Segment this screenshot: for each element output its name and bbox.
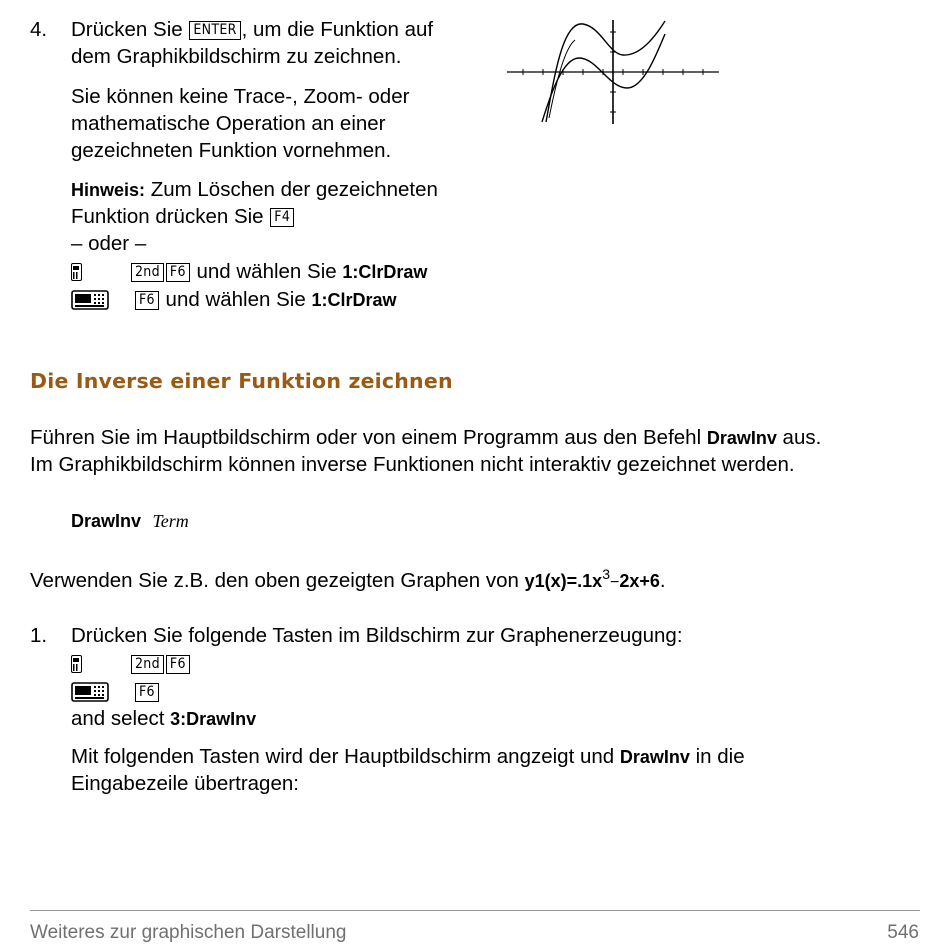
syntax-command: DrawInv	[71, 511, 142, 531]
ti89-keys	[130, 650, 191, 677]
2nd-key: 2nd	[131, 655, 164, 674]
text: Führen Sie im Hauptbildschirm oder von einem Programm aus den Befehl	[30, 426, 707, 449]
hinweis-line2	[71, 203, 295, 230]
f6-key: F6	[135, 683, 159, 702]
intro-line2: Im Graphikbildschirm können inverse Funktionen nicht interaktiv gezeichnet werden.	[30, 453, 795, 476]
f6-key: F6	[135, 291, 159, 310]
text: und wählen Sie	[190, 260, 343, 283]
step1-para-line1	[71, 743, 745, 771]
text: Verwenden Sie z.B. den oben gezeigten Graphen von	[30, 569, 525, 592]
enter-key: ENTER	[189, 21, 240, 40]
text: , um die Funktion auf	[241, 18, 434, 41]
f6-key: F6	[166, 655, 190, 674]
hinweis-line1	[71, 176, 438, 204]
example-line	[30, 567, 666, 596]
syntax-argument: Term	[152, 511, 189, 531]
text: Mit folgenden Tasten wird der Hauptbildschirm angzeigt und	[71, 745, 620, 768]
footer-divider	[30, 910, 920, 911]
step-number: 4.	[30, 18, 48, 41]
voyage-calculator-icon	[71, 682, 109, 702]
text: und wählen Sie	[159, 288, 312, 311]
syntax-line	[71, 507, 189, 535]
text: Funktion drücken Sie	[71, 205, 270, 228]
expression: y1(x)=.1x	[524, 571, 603, 591]
voyage-calculator-icon	[71, 290, 109, 310]
para-line: mathematische Operation an einer	[71, 112, 386, 135]
select-line	[71, 705, 256, 733]
text: and select	[71, 707, 171, 730]
voyage-keys	[134, 286, 396, 314]
calculator-icon	[71, 263, 82, 281]
ti89-row	[71, 258, 82, 285]
section-heading: Die Inverse einer Funktion zeichnen	[30, 369, 453, 393]
voyage-row	[71, 286, 109, 313]
2nd-key: 2nd	[131, 263, 164, 282]
curve-lower	[542, 34, 665, 122]
text: Zum Löschen der gezeichneten	[145, 178, 438, 201]
step4-line2: dem Graphikbildschirm zu zeichnen.	[71, 45, 402, 68]
curve-trace	[549, 40, 575, 118]
f4-key: F4	[270, 208, 294, 227]
hinweis-label: Hinweis:	[71, 180, 146, 200]
oder-line: – oder –	[71, 232, 147, 255]
step4-line1	[71, 16, 433, 43]
text: Drücken Sie	[71, 18, 189, 41]
ti89-keys	[130, 258, 427, 286]
voyage-row	[71, 678, 109, 705]
text: .	[659, 569, 666, 592]
intro-line1	[30, 424, 821, 452]
para-line: gezeichneten Funktion vornehmen.	[71, 139, 392, 162]
para-line: Sie können keine Trace-, Zoom- oder	[71, 85, 410, 108]
command: 1:ClrDraw	[342, 262, 428, 282]
step-number: 1.	[30, 624, 48, 647]
calculator-icon	[71, 655, 82, 673]
exponent: 3	[602, 566, 610, 582]
expression: 2x+6	[619, 571, 660, 591]
text: aus.	[776, 426, 822, 449]
command: 1:ClrDraw	[311, 290, 397, 310]
command: 3:DrawInv	[170, 709, 257, 729]
page-number: 546	[887, 922, 919, 943]
function-graph	[505, 18, 721, 126]
step1-line1: Drücken Sie folgende Tasten im Bildschirm zur Graphenerzeugung:	[71, 624, 683, 647]
step1-para-line2: Eingabezeile übertragen:	[71, 772, 299, 795]
f6-key: F6	[166, 263, 190, 282]
ti89-row	[71, 650, 82, 677]
text: in die	[689, 745, 745, 768]
minus: −	[610, 574, 620, 591]
voyage-keys	[134, 678, 160, 705]
command: DrawInv	[706, 428, 777, 448]
command: DrawInv	[619, 747, 690, 767]
footer-title: Weiteres zur graphischen Darstellung	[30, 922, 347, 943]
